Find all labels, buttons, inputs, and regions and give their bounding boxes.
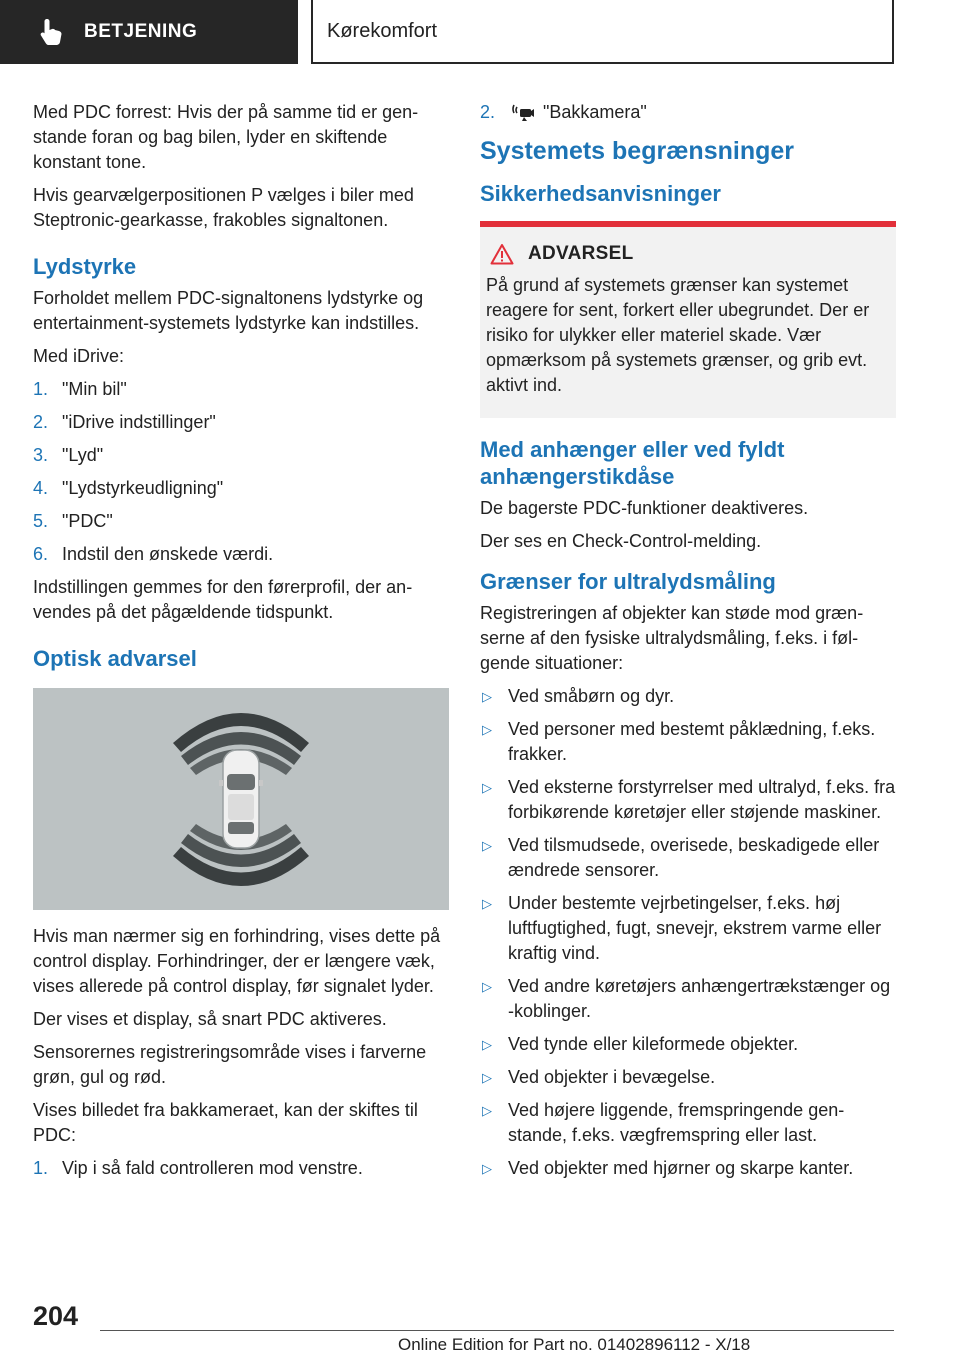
triangle-bullet-icon: ▷ xyxy=(482,838,492,853)
right-column xyxy=(480,100,896,1189)
paragraph: Med PDC forrest: Hvis der på samme tid er genstande foran og bag bilen, lyder en skiftende konstant tone. xyxy=(33,102,419,172)
heading-optical: Optisk advarsel xyxy=(33,646,197,671)
paragraph: Vises billedet fra bakkameraet, kan der skiftes til PDC: xyxy=(33,1100,418,1145)
left-column xyxy=(33,100,449,1189)
list-item: 6. Indstil den ønskede værdi. xyxy=(33,544,274,564)
paragraph: Registreringen af objekter kan støde mod grænserne af den fysiske ultralydsmåling, f.eks. i følgende situationer: xyxy=(480,603,864,673)
warning-box xyxy=(480,221,896,418)
heading-volume: Lydstyrke xyxy=(33,254,137,279)
list-item: 2. "Bakkamera" xyxy=(480,102,647,122)
paragraph: Der ses en Check-Control-melding. xyxy=(480,531,762,551)
paragraph: Hvis man nærmer sig en forhindring, vises dette på control display. Forhindringer, der er længere væk, vises allerede på control display, før signalet lyder. xyxy=(33,926,441,996)
section-tab xyxy=(0,0,298,64)
camera-steps xyxy=(33,1156,449,1181)
chapter-title: Kørekomfort xyxy=(327,19,438,42)
camera-steps-continued xyxy=(480,100,896,125)
list-item: 2. "iDrive indstillinger" xyxy=(33,412,216,432)
heading-ultrasound: Grænser for ultralydsmåling xyxy=(480,569,776,594)
paragraph: Med iDrive: xyxy=(33,346,125,366)
warning-triangle-icon xyxy=(490,243,514,265)
triangle-bullet-icon: ▷ xyxy=(482,1103,492,1118)
warning-text: På grund af systemets grænser kan systemet reagere for sent, forkert eller ubegrundet. Der er risiko for ulykker eller materiel skade. Vær opmærksom på systemets grænser, og grib evt. aktivt ind. xyxy=(486,275,870,395)
list-item: 1. "Min bil" xyxy=(33,379,127,399)
chapter-tab xyxy=(311,0,894,64)
paragraph: Der vises et display, så snart PDC aktiveres. xyxy=(33,1009,387,1029)
warning-header xyxy=(486,243,890,265)
heading-trailer: Med anhænger eller ved fyldt anhængerstikdåse xyxy=(480,437,785,489)
list-item: ▷ Ved tilsmudsede, overisede, beskadigede eller ændrede sensorer. xyxy=(482,835,880,880)
idrive-steps xyxy=(33,377,449,567)
list-item: 4. "Lydstyrkeudligning" xyxy=(33,478,224,498)
triangle-bullet-icon: ▷ xyxy=(482,1161,492,1176)
list-item: ▷ Ved tynde eller kileformede objekter. xyxy=(480,1032,896,1057)
footer-divider xyxy=(100,1330,894,1331)
list-item: ▷ Ved objekter i bevægelse. xyxy=(480,1065,896,1090)
paragraph: Forholdet mellem PDC-signaltonens lydstyrke og entertainment-systemets lydstyrke kan indstilles. xyxy=(33,288,424,333)
car-parking-sensor-icon xyxy=(33,688,449,910)
page-number: 204 xyxy=(33,1301,79,1331)
edition-note: Online Edition for Part no. 01402896112 - X/18 xyxy=(398,1335,751,1354)
triangle-bullet-icon: ▷ xyxy=(482,896,492,911)
list-item: 3. "Lyd" xyxy=(33,445,104,465)
triangle-bullet-icon: ▷ xyxy=(482,780,492,795)
triangle-bullet-icon: ▷ xyxy=(482,1037,492,1052)
limitation-list xyxy=(480,684,896,1181)
list-item: 5. "PDC" xyxy=(33,511,113,531)
paragraph: Hvis gearvælgerpositionen P vælges i biler med Steptronic-gearkasse, frakobles signaltonen. xyxy=(33,185,414,230)
heading-safety: Sikkerhedsanvisninger xyxy=(480,181,721,206)
warning-title: ADVARSEL xyxy=(528,243,634,264)
list-item: ▷ Ved andre køretøjers anhængertrækstænger og -koblinger. xyxy=(482,976,891,1021)
paragraph: De bagerste PDC-funktioner deaktiveres. xyxy=(480,498,809,518)
pdc-display-illustration xyxy=(33,688,449,910)
triangle-bullet-icon: ▷ xyxy=(482,689,492,704)
pdc-camera-icon xyxy=(511,104,535,122)
hand-pointer-icon xyxy=(38,17,64,47)
heading-limits: Systemets begrænsninger xyxy=(480,137,794,165)
list-item: ▷ Under bestemte vejrbetingelser, f.eks. høj luftfugtighed, fugt, snevejr, ekstrem varme eller kraftig vind. xyxy=(482,893,882,963)
triangle-bullet-icon: ▷ xyxy=(482,1070,492,1085)
paragraph: Indstillingen gemmes for den førerprofil, der anvendes på det pågældende tidspunkt. xyxy=(33,577,413,622)
list-item: ▷ Ved personer med bestemt påklædning, f.eks. frakker. xyxy=(482,719,876,764)
list-item: ▷ Ved højere liggende, fremspringende genstande, f.eks. vægfremspring eller last. xyxy=(482,1100,845,1145)
list-item: ▷ Ved eksterne forstyrrelser med ultralyd, f.eks. fra forbikørende køretøjer eller støjende maskiner. xyxy=(482,777,896,822)
section-title: BETJENING xyxy=(84,21,198,42)
list-item: ▷ Ved objekter med hjørner og skarpe kanter. xyxy=(480,1156,896,1181)
triangle-bullet-icon: ▷ xyxy=(482,979,492,994)
paragraph: Sensorernes registreringsområde vises i farverne grøn, gul og rød. xyxy=(33,1042,427,1087)
triangle-bullet-icon: ▷ xyxy=(482,722,492,737)
list-item: 1. Vip i så fald controlleren mod venstre. xyxy=(33,1158,363,1178)
list-item: ▷ Ved småbørn og dyr. xyxy=(480,684,896,709)
